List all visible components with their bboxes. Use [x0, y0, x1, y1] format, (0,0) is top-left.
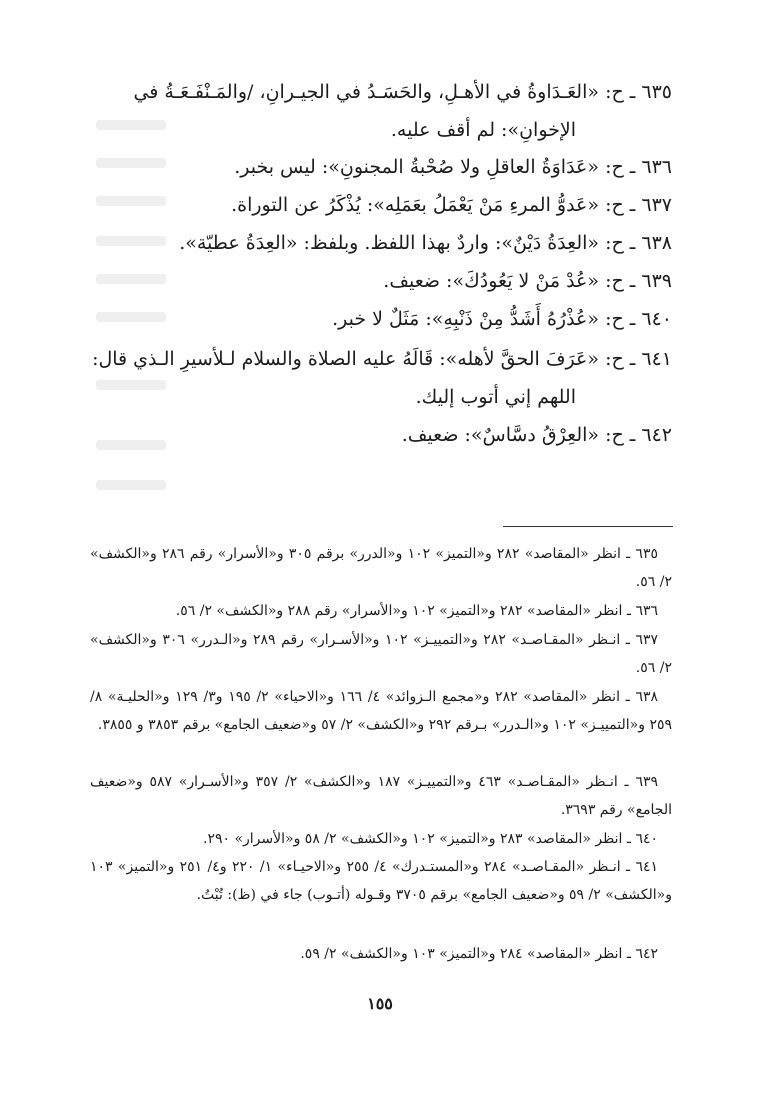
- entry-number: ٦٤٢ ـ ح:: [605, 424, 672, 446]
- entry-number: ٦٣٦ ـ ح:: [605, 156, 672, 178]
- footnote-first-line: ٦٤٢ ـ انظر «المقاصد» ٢٨٤ و«التميز» ١٠٣ و«الكشف» ٢/ ٥٩.: [300, 946, 658, 962]
- footnote-rest: و«الكشف» ٢/ ٥٦.: [90, 546, 672, 590]
- footnote-rest: و«التميز» ١٠٣ و«الكشف» ٢/ ٥٩ و«ضعيف الجامع» برقم ٣٧٠٥ وقـوله (أتـوب) جاء في (ظ): تُبْتُ.: [90, 859, 672, 903]
- footnote-639: [90, 768, 672, 824]
- entry-text: «العَـدَاوةُ في الأهـلِ، والحَسَـدُ في الجيـرانِ، /والمَـنْفَـعَـةُ في: [133, 81, 600, 103]
- bleed-through-mark: [96, 120, 166, 130]
- entry-continuation: الإخوانِ»: لم أقف عليه.: [390, 119, 576, 141]
- entry-number: ٦٣٥ ـ ح:: [605, 81, 672, 103]
- entry-continuation: اللهم إني أتوب إليك.: [415, 386, 576, 408]
- entry-number: ٦٣٩ ـ ح:: [605, 270, 672, 292]
- hadith-entry-642: [90, 416, 672, 454]
- hadith-entry-639: [90, 262, 672, 300]
- bleed-through-mark: [96, 440, 166, 450]
- hadith-entry-635: [90, 73, 672, 149]
- entry-text: «العِرْقُ دسَّاسٌ»: ضعيف.: [401, 424, 600, 446]
- footnote-first-line: ٦٣٩ ـ انـظر «المقـاصـد» ٤٦٣ و«التمييـز» ١٨٧ و«الكشف» ٢/ ٣٥٧ و«الأسـرار» ٥٨٧: [149, 774, 659, 790]
- bleed-through-mark: [96, 380, 166, 390]
- footnote-rest: و«الكشف» ٢/ ٥٦.: [90, 632, 672, 676]
- footnote-rest: و«الحليـة» ٨/ ٢٥٩ و«التمييـز» ١٠٢ و«الـدرر» بـرقم ٢٩٢ و«الكشف» ٢/ ٥٧ و«ضعيف الجامع» برقم ٣٨٥٣ و ٣٨٥٥.: [90, 689, 672, 733]
- entry-text: «عَدوُّ المرءِ مَنْ يَعْمَلُ بعَمَلِه»: يُذْكَرُ عن التوراة.: [231, 194, 600, 216]
- entry-text: «العِدَةُ دَيْنٌ»: واردٌ بهذا اللفظ. وبلفظ: «العِدَةُ عطيّة».: [179, 232, 600, 254]
- bleed-through-mark: [96, 196, 166, 206]
- footnote-first-line: ٦٣٧ ـ انـظر «المقـاصـد» ٢٨٢ و«التمييـز» ١٠٢ و«الأسـرار» رقم ٢٨٩ و«الـدرر» ٣٠٦: [162, 632, 658, 648]
- footnote-first-line: ٦٤١ ـ انـظر «المقـاصـد» ٢٨٤ و«المستـدرك» ٤/ ٢٥٥ و«الاحيـاء» ١/ ٢٢٠ و٤/ ٢٥١: [179, 859, 659, 875]
- footnote-first-line: ٦٣٦ ـ انظر «المقاصد» ٢٨٢ و«التميز» ١٠٢ و«الأسرار» رقم ٢٨٨ و«الكشف» ٢/ ٥٦.: [175, 603, 658, 619]
- footnote-638: [90, 683, 672, 739]
- bleed-through-mark: [96, 480, 166, 490]
- bleed-through-mark: [96, 274, 166, 284]
- entry-number: ٦٤١ ـ ح:: [605, 348, 672, 370]
- entry-text: «عَرَفَ الحقَّ لأهله»: قَالَهُ عليه الصلاة والسلام لـلأسيرِ الـذي قال:: [92, 348, 600, 370]
- footnote-rest: و«ضعيف الجامع» رقم ٣٦٩٣.: [90, 774, 672, 818]
- footnote-641: [90, 853, 672, 909]
- footnote-first-line: ٦٤٠ ـ انظر «المقاصد» ٢٨٣ و«التميز» ١٠٢ و«الكشف» ٢/ ٥٨ و«الأسرار» ٢٩٠.: [203, 831, 658, 847]
- entry-text: «عُدْ مَنْ لا يَعُودُكَ»: ضعيف.: [383, 270, 600, 292]
- entry-text: «عُذْرُهُ أَشَدُّ مِنْ ذَنْبِهِ»: مَثَلٌ لا خبر.: [332, 308, 600, 330]
- hadith-entry-637: [90, 186, 672, 224]
- footnote-640: [90, 825, 672, 853]
- footnote-636: [90, 597, 672, 625]
- footnote-first-line: ٦٣٨ ـ انظر «المقاصد» ٢٨٢ و«مجمع الـزوائد» ٤/ ١٦٦ و«الاحياء» ٢/ ١٩٥ و٣/ ١٢٩: [175, 689, 659, 705]
- bleed-through-mark: [96, 312, 166, 322]
- bleed-through-mark: [96, 158, 166, 168]
- entry-text: «عَدَاوَةُ العاقلِ ولا صُحْبةُ المجنونِ»: ليس بخبر.: [234, 156, 600, 178]
- footnote-635: [90, 540, 672, 596]
- footnote-642: [90, 940, 672, 968]
- entry-number: ٦٤٠ ـ ح:: [605, 308, 672, 330]
- page-number: ١٥٥: [367, 994, 393, 1013]
- hadith-entry-638: [90, 224, 672, 262]
- entry-number: ٦٣٧ ـ ح:: [605, 194, 672, 216]
- entry-number: ٦٣٨ ـ ح:: [605, 232, 672, 254]
- footnote-divider: [503, 526, 673, 527]
- hadith-entry-640: [90, 300, 672, 338]
- footnote-637: [90, 626, 672, 682]
- footnote-first-line: ٦٣٥ ـ انظر «المقاصد» ٢٨٢ و«التميز» ١٠٢ و«الدرر» برقم ٣٠٥ و«الأسرار» رقم ٢٨٦: [161, 546, 658, 562]
- bleed-through-mark: [96, 236, 166, 246]
- hadith-entry-636: [90, 148, 672, 186]
- hadith-entry-641: [90, 340, 672, 416]
